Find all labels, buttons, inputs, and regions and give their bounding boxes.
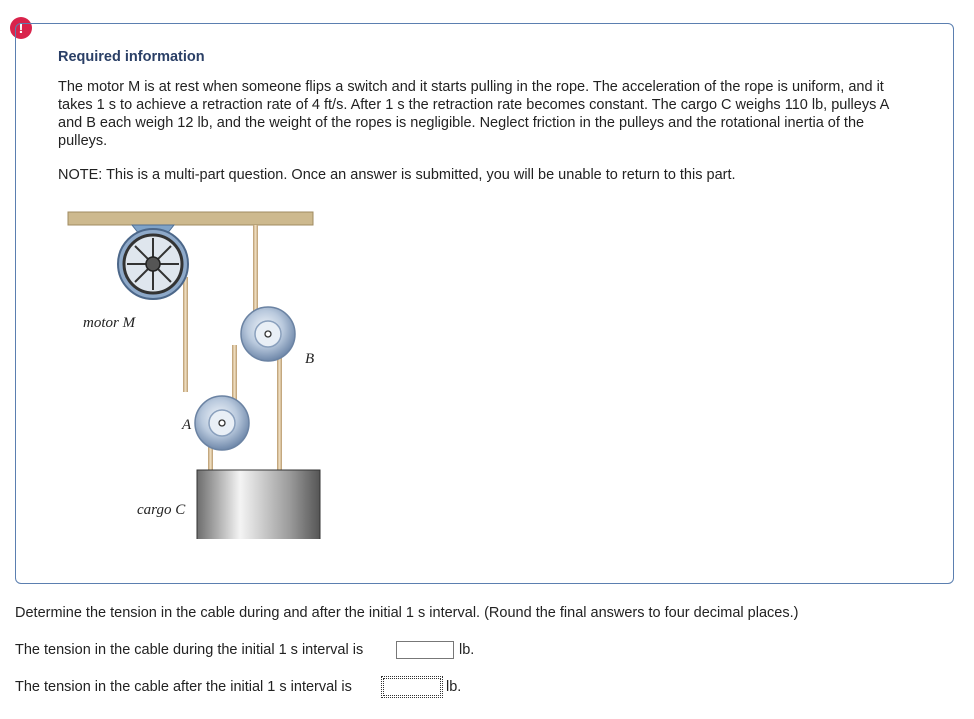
ceiling-beam <box>68 212 313 225</box>
alert-icon: ! <box>10 17 32 39</box>
required-info-panel <box>15 23 954 584</box>
problem-statement: The motor M is at rest when someone flips a switch and it starts pulling in the rope. The acceleration of the rope is uniform, and it takes 1 s to achieve a retraction rate of 4 ft/s. After 1 s the retraction rate becomes constant. The cargo C weighs 110 lb, pulleys A and B each weigh 12 lb, and the weight of the ropes is negligible. Neglect friction in the pulleys and the rotational inertia of the pulleys. <box>58 79 889 149</box>
rope-a-to-b <box>232 345 237 400</box>
q2-text: The tension in the cable after the initial 1 s interval is <box>15 679 352 695</box>
tension-after-input[interactable] <box>383 678 441 696</box>
pulley-b <box>241 307 295 361</box>
pulley-a <box>195 396 249 450</box>
motor-drum <box>118 229 188 299</box>
question-prompt: Determine the tension in the cable during and after the initial 1 s interval. (Round the final answers to four decimal places.) <box>15 605 799 621</box>
cargo-block <box>197 470 320 539</box>
q1-text: The tension in the cable during the initial 1 s interval is <box>15 642 364 658</box>
tension-during-input[interactable] <box>396 641 454 659</box>
required-info-heading: Required information <box>58 49 205 65</box>
motor-label: motor M <box>83 315 136 331</box>
rope-b-to-cargo <box>277 345 282 470</box>
q1-unit: lb. <box>459 642 475 658</box>
multipart-note: NOTE: This is a multi-part question. Once an answer is submitted, you will be unable to return to this part. <box>58 167 736 183</box>
pulley-a-label: A <box>182 417 192 433</box>
pulley-system-figure <box>56 209 326 539</box>
cargo-label: cargo C <box>137 502 186 518</box>
rope-ceiling-to-b <box>253 225 258 315</box>
pulley-b-label: B <box>305 351 315 367</box>
rope-motor-to-a <box>183 277 188 392</box>
q2-unit: lb. <box>446 679 462 695</box>
